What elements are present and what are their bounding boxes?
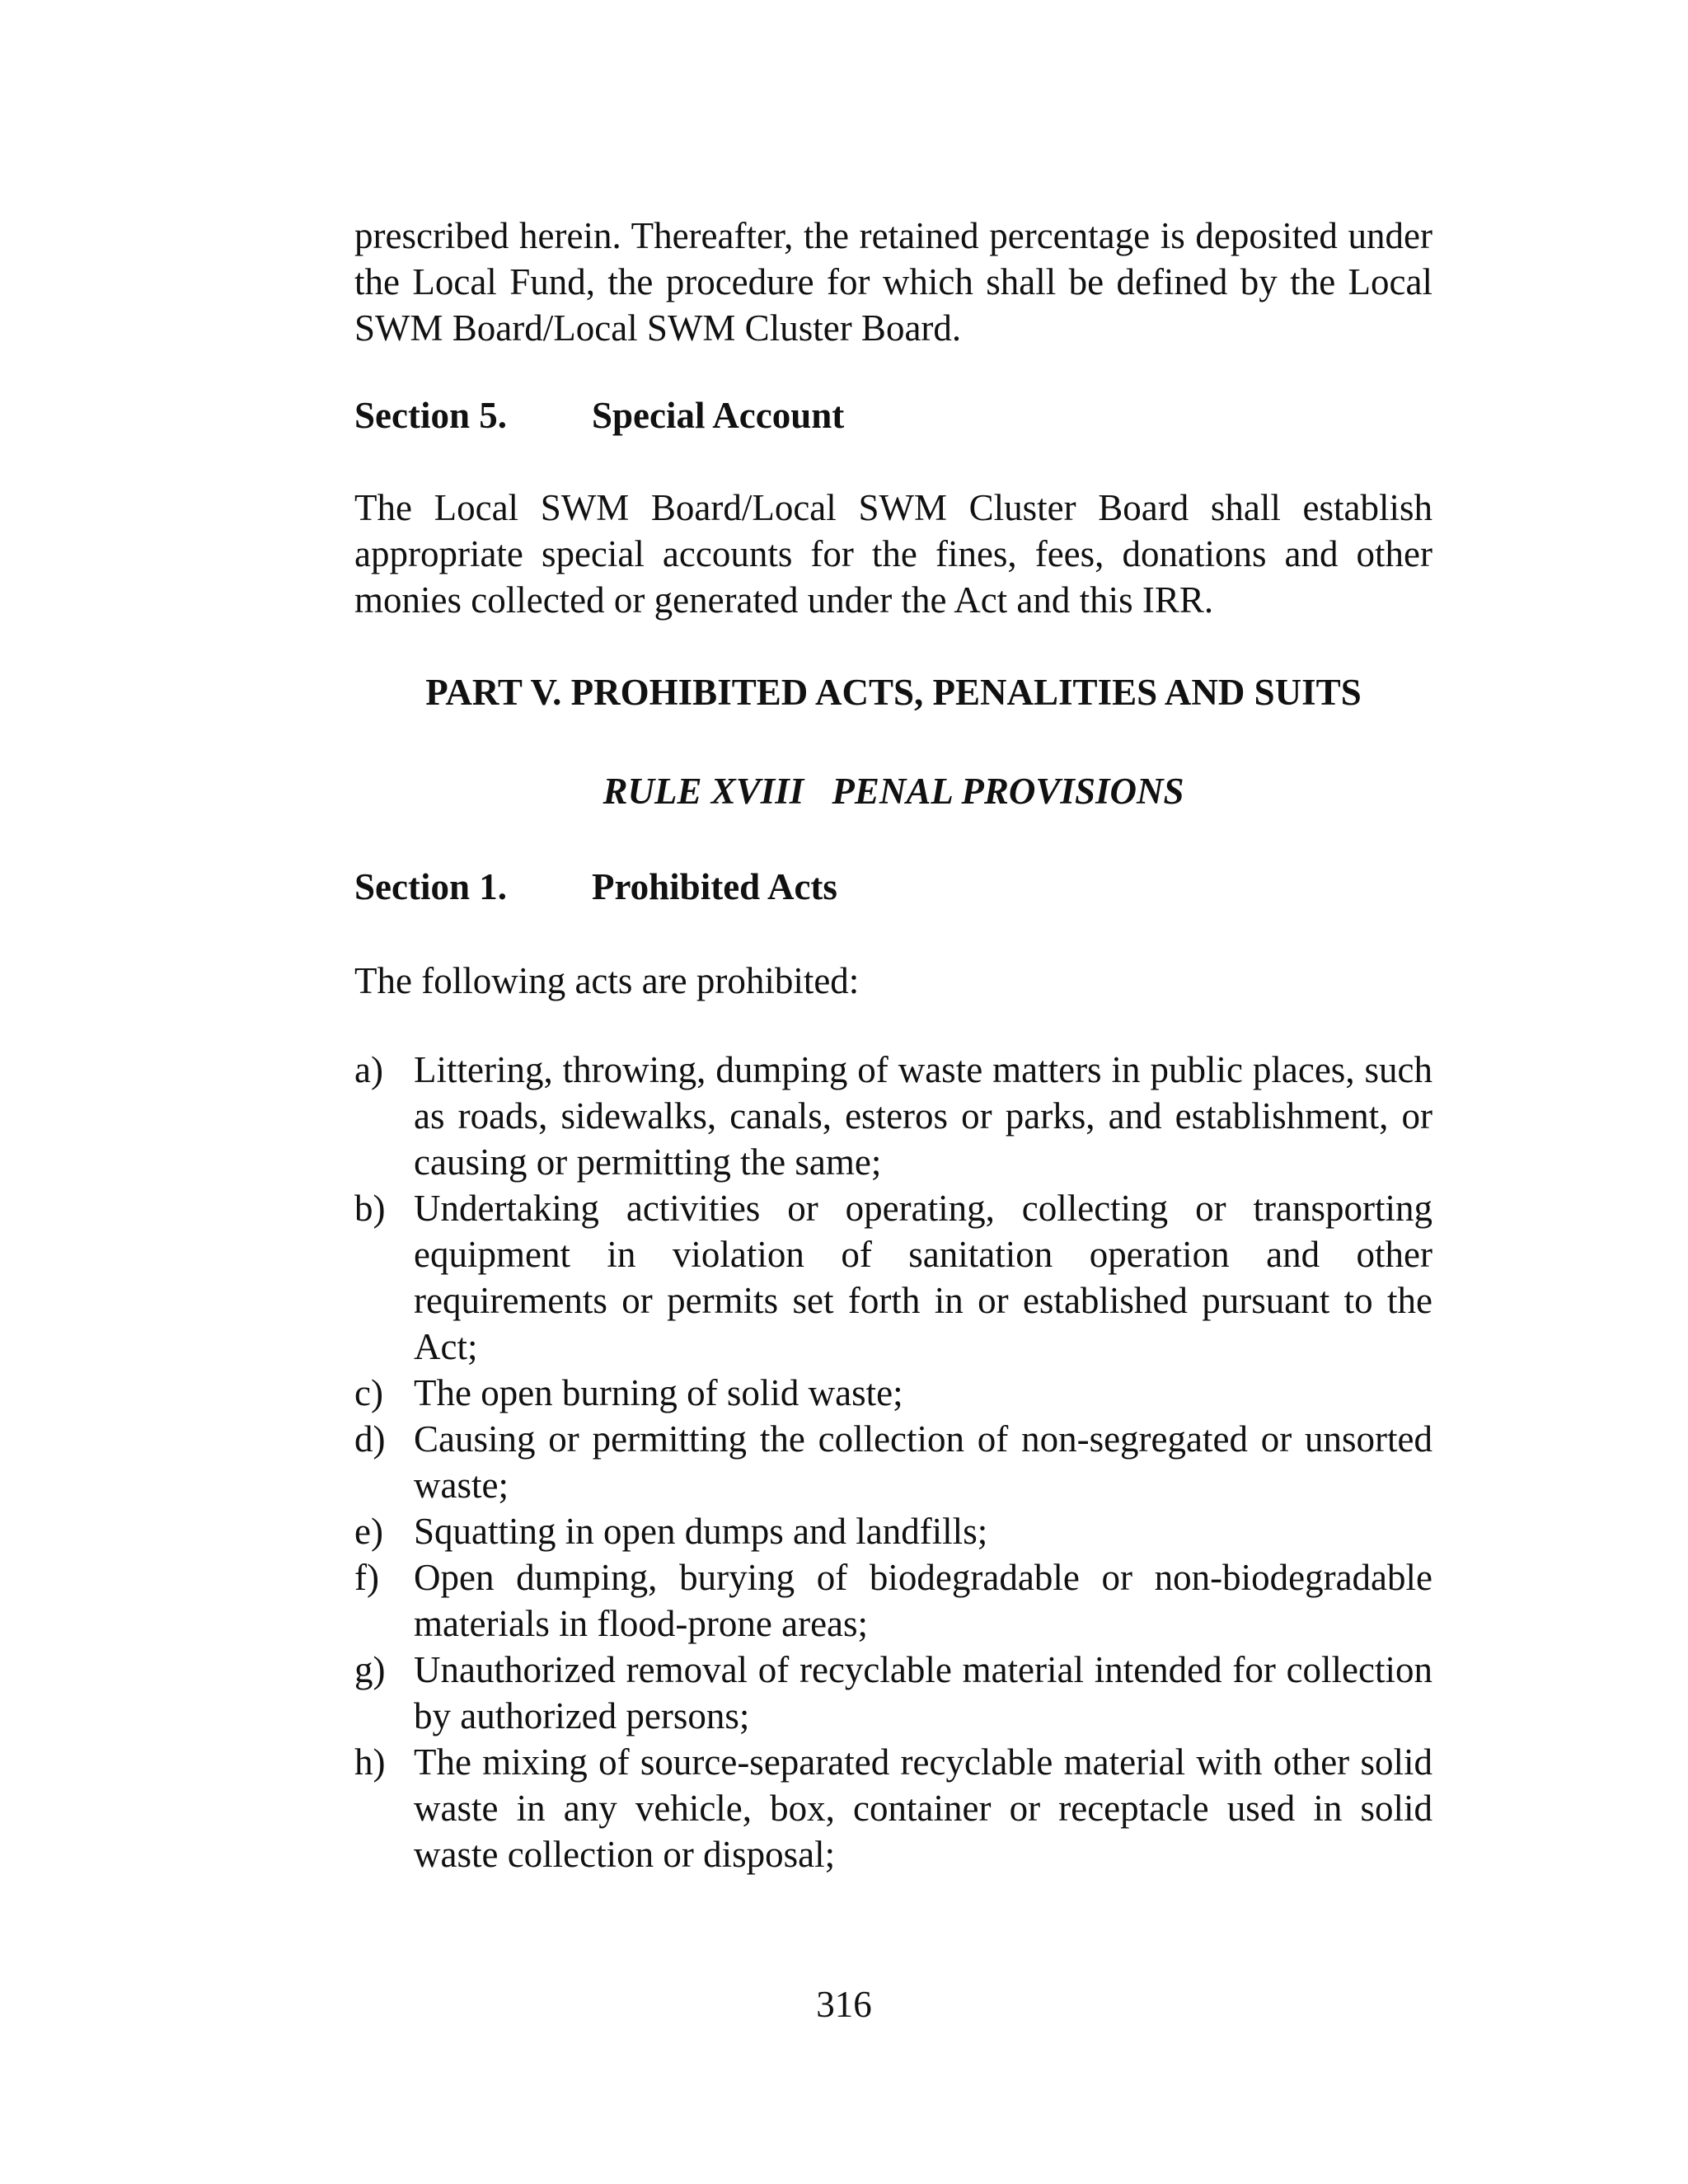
list-item-marker: g) [354,1649,386,1690]
list-item [354,1416,1432,1508]
list-item [354,1554,1432,1647]
list-item [354,1647,1432,1739]
list-item-marker: h) [354,1741,386,1783]
list-item-marker: c) [354,1372,383,1413]
section-5-body: The Local SWM Board/Local SWM Cluster Board shall establish appropriate special accounts for the fines, fees, donations and other monies collected or generated under the Act and this IRR. [354,487,1432,621]
section-1-number: Section 1. [354,866,507,907]
section-5-number: Section 5. [354,395,507,436]
list-item-marker: a) [354,1049,383,1090]
list-item [354,1185,1432,1370]
intro-paragraph: prescribed herein. Thereafter, the retained percentage is deposited under the Local Fund, the procedure for which shall be defined by the Local SWM Board/Local SWM Cluster Board. [354,215,1432,349]
list-item-marker: b) [354,1188,386,1229]
part-heading: PART V. PROHIBITED ACTS, PENALITIES AND SUITS [425,672,1362,713]
list-item-text: Littering, throwing, dumping of waste matters in public places, such as roads, sidewalks, canals, esteros or parks, and establishment, or causing or permitting the same; [414,1049,1432,1183]
rule-title: PENAL PROVISIONS [832,771,1184,812]
list-item-marker: e) [354,1511,383,1552]
document-page [354,213,1432,1877]
list-item-text: The open burning of solid waste; [414,1372,903,1413]
list-item [354,1739,1432,1877]
list-item-text: Unauthorized removal of recyclable material intended for collection by authorized persons; [414,1649,1432,1736]
section-1-heading [354,864,1432,910]
rule-heading [354,768,1432,814]
list-item-marker: f) [354,1557,379,1598]
section-5-heading [354,392,1432,438]
section-5-title: Special Account [592,395,845,436]
prohibited-acts-list [354,1047,1432,1877]
list-item-text: Open dumping, burying of biodegradable or non-biodegradable materials in flood-prone areas; [414,1557,1432,1644]
page-number: 316 [816,1984,872,2025]
section-1-title: Prohibited Acts [592,866,837,907]
list-item [354,1047,1432,1185]
list-item-text: Causing or permitting the collection of non-segregated or unsorted waste; [414,1418,1432,1506]
list-item-text: Squatting in open dumps and landfills; [414,1511,988,1552]
rule-number: RULE XVIII [603,771,804,812]
list-item-text: Undertaking activities or operating, collecting or transporting equipment in violation of sanitation operation and other requirements or permits set forth in or established pursuant to the Act; [414,1188,1432,1367]
section-1-intro: The following acts are prohibited: [354,960,860,1001]
list-item-text: The mixing of source-separated recyclable material with other solid waste in any vehicle, box, container or receptacle used in solid waste collection or disposal; [414,1741,1432,1875]
list-item-marker: d) [354,1418,386,1460]
list-item [354,1508,1432,1554]
list-item [354,1370,1432,1416]
